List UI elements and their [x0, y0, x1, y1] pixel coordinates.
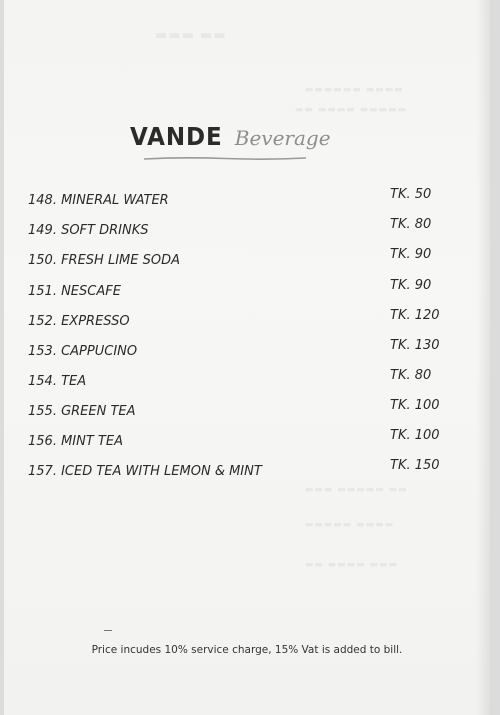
item-name: 152. EXPRESSO [28, 314, 130, 329]
title-underline-flourish [144, 156, 306, 161]
menu-title [130, 122, 331, 151]
menu-page [4, 0, 490, 715]
menu-item [28, 187, 448, 213]
item-price: TK. 120 [390, 308, 440, 323]
show-through-text: ▬▬▬▬▬ ▬▬▬▬ ▬▬ [294, 105, 407, 115]
menu-item [28, 217, 448, 243]
stray-mark [104, 630, 112, 631]
item-name: 150. FRESH LIME SODA [28, 253, 180, 268]
item-name: 151. NESCAFE [28, 284, 121, 299]
item-price: TK. 90 [390, 247, 432, 262]
menu-item [28, 428, 448, 454]
item-price: TK. 80 [390, 217, 432, 232]
show-through-text: ▬▬▬▬ ▬▬▬▬▬▬ [304, 85, 403, 95]
menu-item [28, 398, 448, 424]
show-through-text: ▬▬ ▬▬▬▬▬ ▬▬▬ [304, 485, 407, 495]
item-price: TK. 130 [390, 338, 440, 353]
menu-item [28, 458, 448, 484]
item-name: 157. ICED TEA WITH LEMON & MINT [28, 464, 262, 479]
show-through-text: ▬▬▬▬ ▬▬▬▬▬ [304, 520, 394, 530]
subtitle-text: Beverage [234, 126, 331, 150]
item-price: TK. 50 [390, 187, 432, 202]
item-price: TK. 100 [390, 398, 440, 413]
item-price: TK. 150 [390, 458, 440, 473]
menu-item [28, 368, 448, 394]
menu-item [28, 338, 448, 364]
item-price: TK. 80 [390, 368, 432, 383]
item-name: 149. SOFT DRINKS [28, 223, 149, 238]
item-name: 153. CAPPUCINO [28, 344, 138, 359]
item-price: TK. 100 [390, 428, 440, 443]
item-name: 148. MINERAL WATER [28, 193, 169, 208]
price-note: Price incudes 10% service charge, 15% Vat is added to bill. [91, 644, 403, 656]
item-name: 155. GREEN TEA [28, 404, 136, 419]
menu-item [28, 278, 448, 304]
item-name: 156. MINT TEA [28, 434, 123, 449]
show-through-text: ▬▬ ▬▬▬ [154, 28, 226, 43]
menu-item [28, 247, 448, 273]
page-edge-shadow [476, 0, 490, 715]
item-name: 154. TEA [28, 374, 87, 389]
show-through-text: ▬▬▬ ▬▬▬▬ ▬▬ [304, 560, 398, 570]
title-text: VANDE [130, 122, 223, 151]
menu-item [28, 308, 448, 334]
item-price: TK. 90 [390, 278, 432, 293]
